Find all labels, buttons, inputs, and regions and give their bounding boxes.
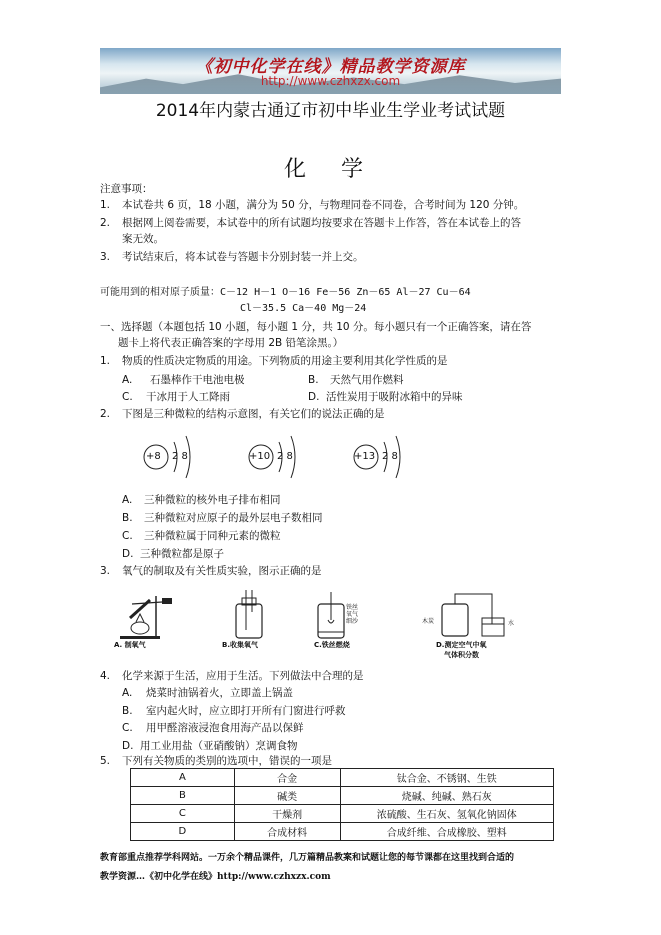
option-label: C.	[122, 530, 133, 542]
option-text: 三种微粒的核外电子排布相同	[144, 494, 281, 506]
figure-caption: D.测定空气中氧	[436, 641, 487, 649]
question-stem: 氧气的制取及有关性质实验，图示正确的是	[122, 565, 322, 577]
atom-structure-diagram	[245, 430, 315, 484]
footer-line2: 教学资源…《初中化学在线》http://www.czhxzx.com	[100, 872, 331, 882]
question-stem: 下图是三种微粒的结构示意图，有关它们的说法正确的是	[122, 408, 385, 420]
label-iron-wire: 铁丝	[346, 604, 359, 611]
table-cell-category: 干燥剂	[234, 805, 340, 823]
subject-title: 化 学	[284, 157, 377, 182]
gas-collection-bottle-icon	[222, 590, 282, 640]
table-row	[131, 823, 554, 841]
option-text: 干冰用于人工降雨	[146, 391, 230, 403]
electron-shells: 2 8	[277, 451, 293, 462]
option-label: D.	[122, 548, 134, 560]
heating-apparatus-icon	[112, 590, 182, 640]
site-banner	[100, 48, 561, 94]
option-text: 活性炭用于吸附冰箱中的异味	[326, 391, 463, 403]
note-number: 1.	[100, 199, 111, 211]
banner-url: http://www.czhxzx.com	[260, 74, 401, 88]
option-text: 室内起火时，应立即打开所有门窗进行呼救	[146, 705, 346, 717]
apparatus-a	[112, 590, 182, 652]
apparatus-c	[312, 590, 382, 652]
table-cell-examples: 合成纤维、合成橡胶、塑料	[340, 823, 554, 841]
option-label: A.	[122, 687, 133, 699]
option-label: B.	[122, 512, 133, 524]
question-stem: 物质的性质决定物质的用途。下列物质的用途主要利用其化学性质的是	[122, 355, 448, 367]
option-label: B.	[308, 374, 319, 386]
figure-caption: A. 制氧气	[114, 641, 146, 649]
question-stem: 化学来源于生活，应用于生活。下列做法中合理的是	[122, 670, 364, 682]
table-cell-category: 碱类	[234, 787, 340, 805]
footer-line1: 教育部重点推荐学科网站。一万余个精品课件，几万篇精品教案和试题让您的每节课都在这里找到合适的	[100, 853, 515, 863]
oxygen-volume-apparatus-icon	[422, 590, 522, 640]
table-row	[131, 769, 554, 787]
classification-table	[130, 768, 554, 841]
question-number: 3.	[100, 565, 111, 577]
label-sand: 细沙	[346, 618, 359, 625]
option-label: C.	[122, 722, 133, 734]
apparatus-b	[222, 590, 282, 652]
section-heading: 一、选择题（本题包括 10 小题，每小题 1 分，共 10 分。每小题只有一个正确答案，请在答	[100, 321, 532, 333]
table-cell-category: 合金	[234, 769, 340, 787]
option-text: 烧菜时油锅着火，立即盖上锅盖	[146, 687, 293, 699]
note-text: 考试结束后，将本试卷与答题卡分别封装一并上交。	[122, 251, 364, 263]
option-text: 石墨棒作干电池电极	[150, 374, 245, 386]
atomic-masses-line1: 可能用到的相对原子质量：C－12 H－1 O－16 Fe－56 Zn－65 Al－27 Cu－64	[100, 287, 471, 298]
question-stem: 下列有关物质的类别的选项中，错误的一项是	[122, 755, 332, 767]
section-heading-continued: 题卡上将代表正确答案的字母用 2B 铅笔涂黑。）	[118, 337, 344, 349]
option-label: C.	[122, 391, 133, 403]
nucleus-charge: +8	[146, 451, 161, 462]
option-label: A.	[122, 494, 133, 506]
table-cell-option: D	[131, 823, 235, 841]
table-cell-option: A	[131, 769, 235, 787]
table-cell-examples: 烧碱、纯碱、熟石灰	[340, 787, 554, 805]
banner-title: 《初中化学在线》精品教学资源库	[195, 57, 466, 77]
atom-structure-diagram	[350, 430, 420, 484]
apparatus-d	[422, 590, 522, 662]
nucleus-charge: +10	[249, 451, 271, 462]
notes-heading: 注意事项：	[100, 183, 153, 195]
note-text: 本试卷共 6 页，18 小题，满分为 50 分，与物理同卷不同卷，合考时间为 120 分钟。	[122, 199, 525, 211]
option-text: 三种微粒都是原子	[140, 548, 224, 560]
note-text: 根据网上阅卷需要，本试卷中的所有试题均按要求在答题卡上作答，答在本试卷上的答	[122, 217, 521, 229]
figure-caption: B.收集氧气	[222, 641, 258, 649]
atomic-masses-line2: Cl－35.5 Ca－40 Mg－24	[240, 303, 367, 314]
option-text: 三种微粒属于同种元素的微粒	[144, 530, 281, 542]
option-text: 天然气用作燃料	[330, 374, 404, 386]
note-text-continued: 案无效。	[122, 233, 164, 245]
table-cell-examples: 浓硫酸、生石灰、氢氧化钠固体	[340, 805, 554, 823]
label-charcoal: 木炭	[422, 618, 435, 625]
table-cell-examples: 钛合金、不锈钢、生铁	[340, 769, 554, 787]
note-number: 3.	[100, 251, 111, 263]
table-cell-option: B	[131, 787, 235, 805]
question-number: 5.	[100, 755, 111, 767]
question-number: 2.	[100, 408, 111, 420]
question-number: 1.	[100, 355, 111, 367]
table-row	[131, 805, 554, 823]
exam-title: 2014年内蒙古通辽市初中毕业生学业考试试题	[155, 101, 506, 121]
electron-shells: 2 8	[382, 451, 398, 462]
note-number: 2.	[100, 217, 111, 229]
option-label: B.	[122, 705, 133, 717]
option-text: 用甲醛溶液浸泡食用海产品以保鲜	[146, 722, 304, 734]
atom-structure-diagram	[140, 430, 210, 484]
figure-caption-continued: 气体积分数	[444, 651, 479, 659]
electron-shells: 2 8	[172, 451, 188, 462]
nucleus-charge: +13	[354, 451, 376, 462]
table-cell-category: 合成材料	[234, 823, 340, 841]
option-text: 三种微粒对应原子的最外层电子数相同	[144, 512, 323, 524]
figure-caption: C.铁丝燃烧	[314, 641, 350, 649]
label-oxygen: 氧气	[346, 611, 359, 618]
option-label: A.	[122, 374, 133, 386]
table-cell-option: C	[131, 805, 235, 823]
option-label: D.	[122, 740, 134, 752]
option-text: 用工业用盐（亚硝酸钠）烹调食物	[140, 740, 298, 752]
table-row	[131, 787, 554, 805]
option-label: D.	[308, 391, 320, 403]
label-water: 水	[508, 620, 515, 627]
question-number: 4.	[100, 670, 111, 682]
